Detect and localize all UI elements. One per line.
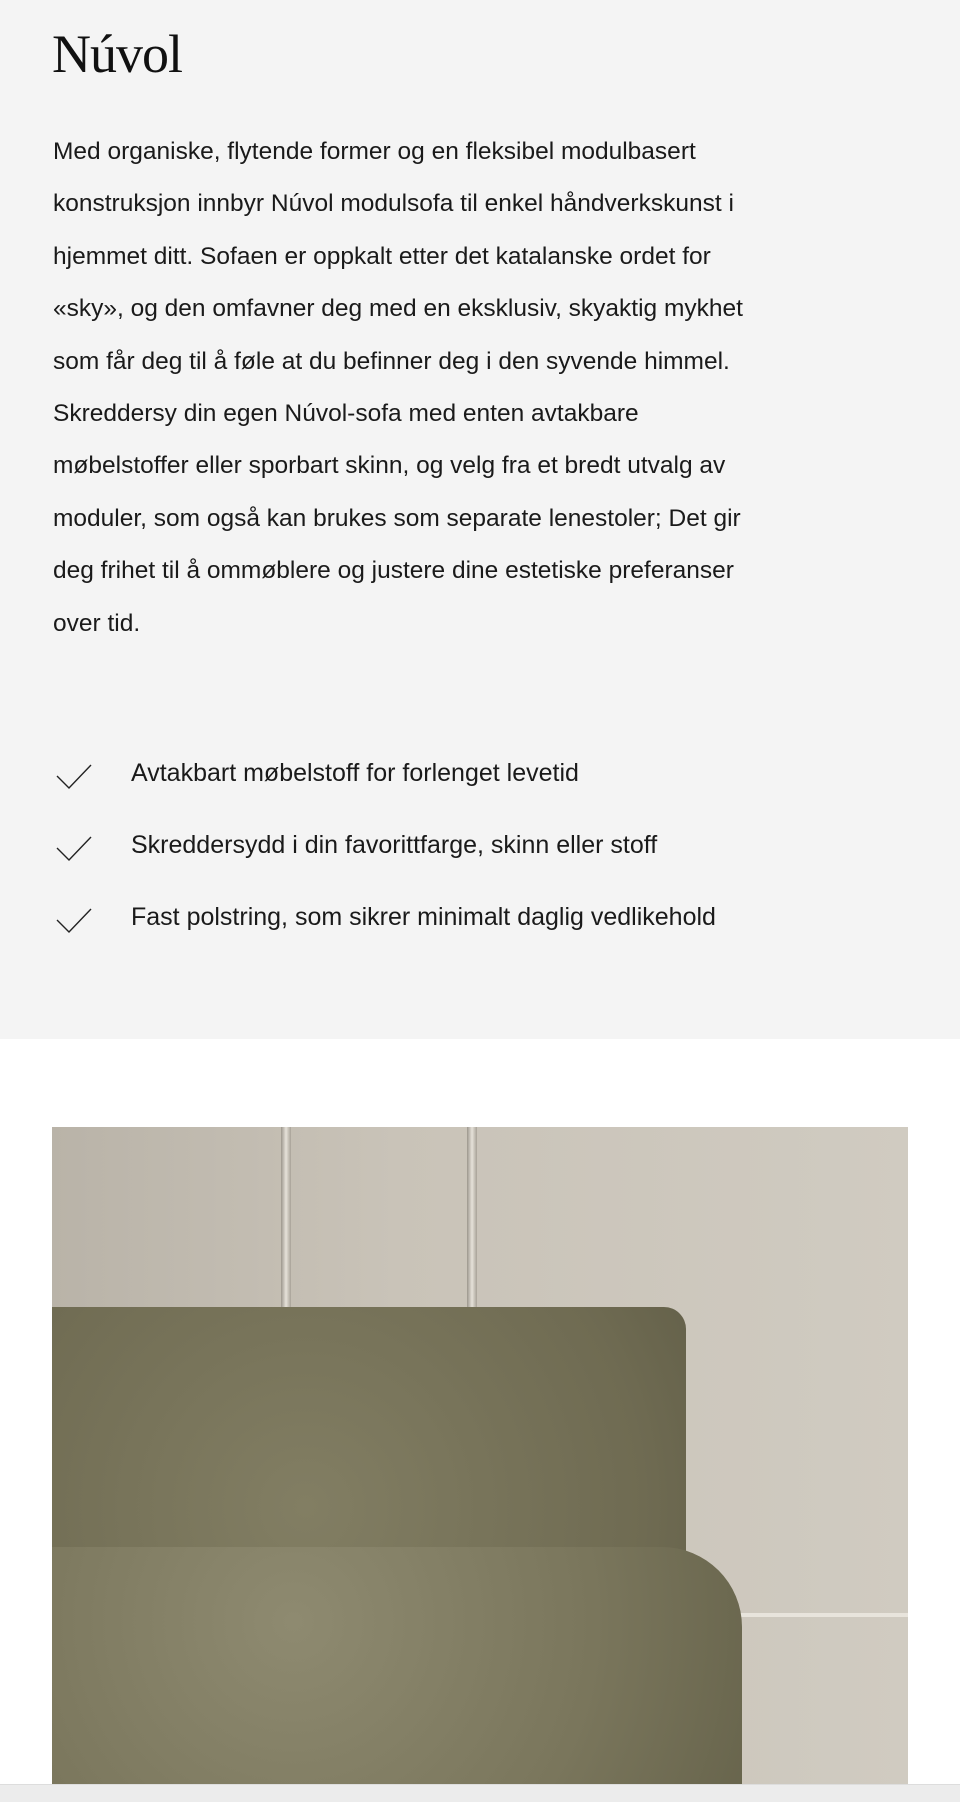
description-line: moduler, som også kan brukes som separate lenestoler; Det gir [53,504,741,532]
description-line: konstruksjon innbyr Núvol modulsofa til enkel håndverkskunst i [53,190,734,218]
feature-text: Avtakbart møbelstoff for forlenget levetid [131,759,579,787]
wall-panel-line [281,1127,291,1327]
check-icon [55,762,93,790]
description-line: Med organiske, flytende former og en fleksibel modulbasert [53,138,696,165]
bottom-bar [0,1784,960,1802]
feature-text: Skreddersydd i din favorittfarge, skinn eller stoff [131,831,658,859]
description-line: møbelstoffer eller sporbart skinn, og velg fra et bredt utvalg av [53,452,726,480]
description-line: deg frihet til å ommøblere og justere dine estetiske preferanser [53,557,734,585]
description-line: hjemmet ditt. Sofaen er oppkalt etter det katalanske ordet for [53,242,711,270]
feature-text: Fast polstring, som sikrer minimalt daglig vedlikehold [131,903,716,931]
product-title: Núvol [52,24,182,84]
check-icon [55,834,93,862]
description-line: over tid. [53,609,141,637]
description-line: «sky», og den omfavner deg med en eksklusiv, skyaktig mykhet [53,295,743,323]
product-description [53,126,933,650]
check-icon [55,906,93,934]
sofa-fabric-photo [52,1127,908,1785]
description-line: som får deg til å føle at du befinner deg i den syvende himmel. [53,347,730,375]
wall-panel-line [467,1127,477,1327]
description-line: Skreddersy din egen Núvol-sofa med enten avtakbare [53,400,639,428]
sofa-seat-cushion [52,1547,742,1785]
